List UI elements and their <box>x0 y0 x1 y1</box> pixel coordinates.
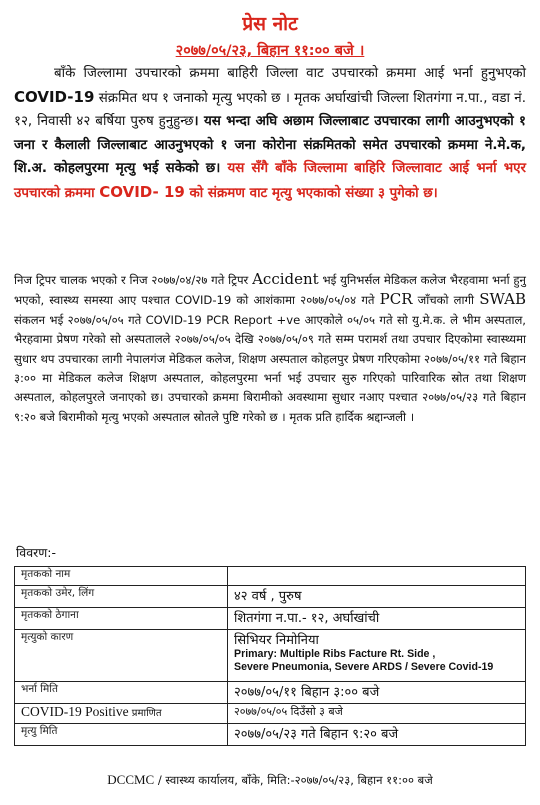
intro-text-1a: बाँके जिल्लामा उपचारको क्रममा बाहिरी जिल्ला वाट उपचारको क्रममा आई भर्ना हुनुभएको <box>54 66 526 81</box>
row-key: मृतकको नाम <box>15 567 228 586</box>
body-text-3: जाँचको लागी <box>412 293 480 308</box>
row-key: मृतकको ठेगाना <box>15 608 228 630</box>
cause-nepali: सिभियर निमोनिया <box>234 633 319 648</box>
footer <box>0 772 540 788</box>
intro-paragraph <box>14 62 526 205</box>
row-value: ४२ वर्ष , पुरुष <box>228 586 526 608</box>
covid-term: COVID-19 <box>14 87 95 106</box>
row-key: मृत्युको कारण <box>15 630 228 682</box>
row-value <box>228 567 526 586</box>
intro-highlight-covid: COVID- 19 <box>99 182 185 201</box>
intro-highlight-a: यस सँगै बाँके जिल्लामा बाहिरि जिल्लावाट आई भर्ना भएर उपचारको क्रममा <box>14 161 527 201</box>
footer-text: / स्वास्थ्य कार्यालय, बाँके, मिति:-२०७७/०५/२३, बिहान ११:०० बजे <box>154 773 433 787</box>
body-text-4: संकलन भई २०७७/०५/०५ गते COVID-19 PCR Report +ve आएकोले ०५/०५ गते सो यु.मे.क. ले भीम अस्पताल, भैरहवामा प्रेषण गरेको सो अस्पतालले २०७७/०५/०५ देखि २०७७/०५/०९ गते सम्म परामर्श तथा उपचार दिएकोमा स्वास्थ्यमा सुधार थप उपचारका लागी नेपालगंज मेडिकल कलेज, शिक्षण अस्पताल कोहलपुर प्रेषण गरिएकोमा २०७७/०५/११ गते बिहान ३:०० मा मेडिकल कलेज शिक्षण अस्पताल, कोहलपुरमा भर्ना भई उपचार सुरु गरिएको पारिवारिक स्रोत तथा शिक्षण अस्पताल, कोहलपुरले जनाएको छ। उपचारको क्रममा बिरामीको अवस्थामा सुधार नआए पश्चात २०७७/०५/२३ गते बिहान ९:२० बजे बिरामीको मृत्यु भएको अस्पताल स्रोतले पुष्टि गरेको छ । मृतक प्रति हार्दिक श्रद्दान्जली । <box>14 312 526 424</box>
details-label: विवरण:- <box>16 545 57 560</box>
accident-term: Accident <box>252 270 319 288</box>
details-table <box>14 566 526 746</box>
row-key: मृत्यु मिति <box>15 724 228 746</box>
intro-text-2: । यस भन्दा अघि अछाम जिल्लाबाट उपचारका लागी आउनुभएको १ जना र कैलाली जिल्लाबाट आउनुभएको १ जना कोरोना संक्रमितको समेत उपचारको क्रममा ने.मे.क, शि.अ. कोहलपुरमा मृत्यु भई सकेको छ। <box>14 114 526 176</box>
row-value-cause <box>228 630 526 682</box>
press-date: २०७७/०५/२३, बिहान ११:०० बजे । <box>175 43 365 59</box>
row-value: २०७७/०५/०५ दिउँसो ३ बजे <box>228 704 526 724</box>
cause-primary: Primary: Multiple Ribs Facture Rt. Side , <box>234 648 436 660</box>
positive-key-np: प्रमाणित <box>128 708 162 719</box>
table-row <box>15 630 526 682</box>
pcr-term: PCR <box>379 290 413 309</box>
positive-key-en: COVID-19 Positive <box>21 704 129 719</box>
body-text-2: भई युनिभर्सल मेडिकल कलेज भैरहवामा भर्ना हुनु भएको, स्वास्थ्य समस्या आए पश्चात COVID-19 को आशंकामा २०७७/०५/०४ गते <box>14 273 526 308</box>
body-paragraph <box>14 270 526 427</box>
row-value: २०७७/०५/२३ गते बिहान ९:२० बजे <box>228 724 526 746</box>
table-row <box>15 608 526 630</box>
table-row <box>15 724 526 746</box>
intro-text-1b: संक्रमित थप १ जनाको मृत्यु भएको छ । मृतक अर्घाखांची जिल्ला शितगंगा न.पा., वडा नं. १२, निवासी ४२ बर्षिया पुरुष हुनुहुन्छ <box>14 90 526 129</box>
table-row <box>15 586 526 608</box>
row-key: मृतकको उमेर, लिंग <box>15 586 228 608</box>
row-key: भर्ना मिति <box>15 682 228 704</box>
footer-org: DCCMC <box>107 772 155 787</box>
table-row <box>15 704 526 724</box>
swab-term: SWAB <box>479 290 526 309</box>
row-value: शितगंगा न.पा.- १२, अर्घाखांची <box>228 608 526 630</box>
page-title: प्रेस नोट <box>242 13 298 35</box>
cause-secondary: Severe Pneumonia, Severe ARDS / Severe Covid-19 <box>234 661 494 673</box>
row-key <box>15 704 228 724</box>
body-text-1: निज ट्रिपर चालक भएको र निज २०७७/०४/२७ गते ट्रिपर <box>14 273 253 287</box>
row-value: २०७७/०५/११ बिहान ३:०० बजे <box>228 682 526 704</box>
table-row <box>15 567 526 586</box>
table-row <box>15 682 526 704</box>
intro-highlight-b: को संक्रमण वाट मृत्यु भएकाको संख्या ३ पुगेको छ। <box>184 185 438 201</box>
